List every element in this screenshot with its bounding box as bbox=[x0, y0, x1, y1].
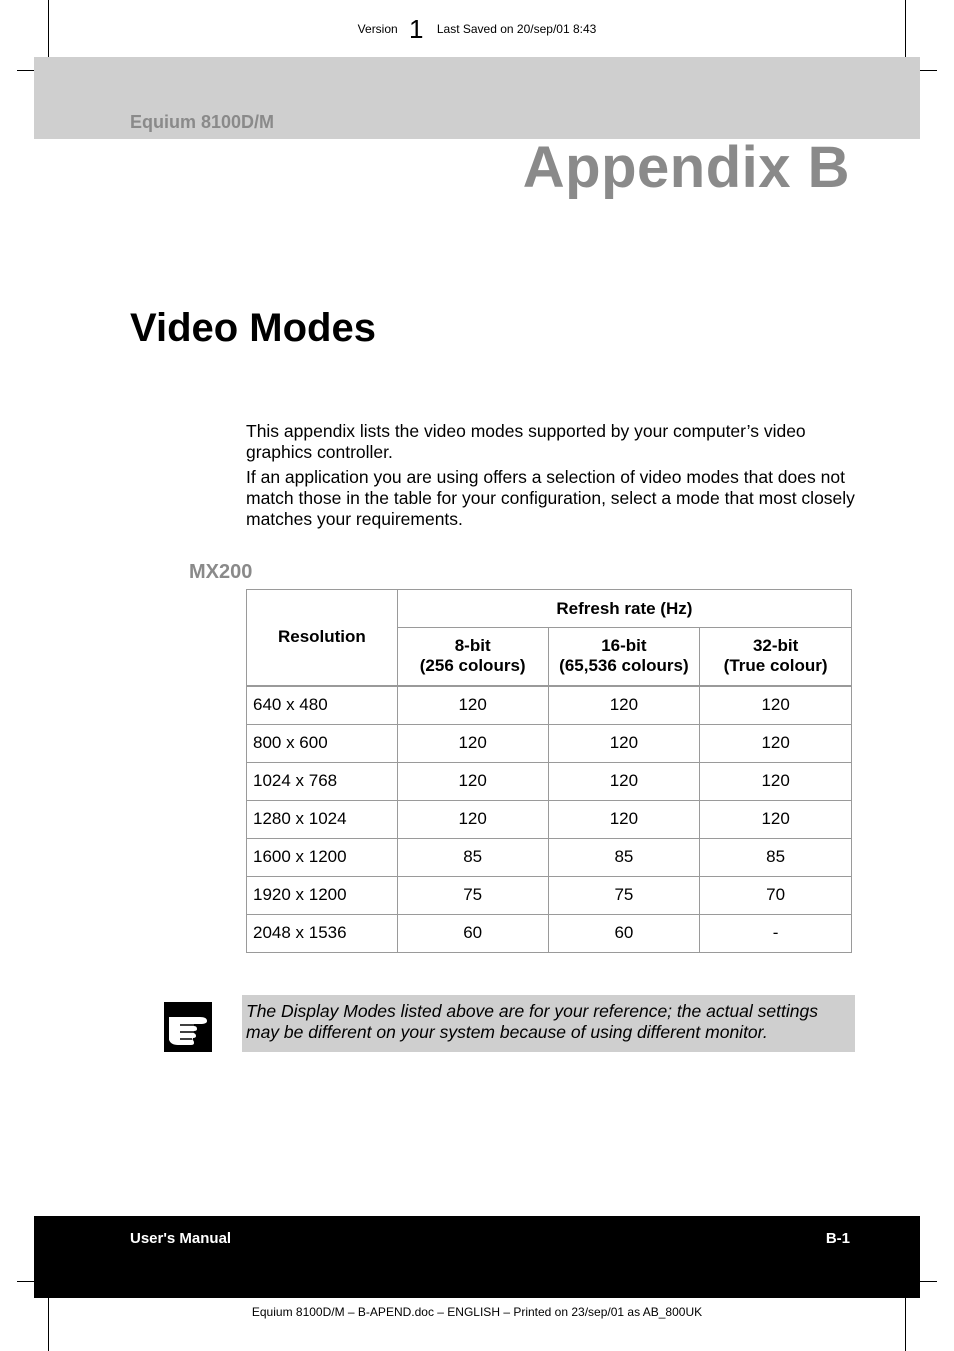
resolution-cell: 640 x 480 bbox=[247, 686, 398, 725]
depth-bits: 16-bit bbox=[601, 636, 647, 656]
depth-colours: (65,536 colours) bbox=[559, 656, 689, 676]
subsection-title: MX200 bbox=[189, 561, 253, 583]
intro-paragraph: This appendix lists the video modes supported by your computer’s video graphics controller. bbox=[246, 421, 806, 462]
rate-cell: 85 bbox=[548, 838, 700, 876]
rate-cell: 120 bbox=[397, 686, 548, 725]
crop-mark bbox=[920, 1281, 937, 1282]
rate-cell: 120 bbox=[548, 686, 700, 725]
table-row bbox=[247, 914, 852, 952]
version-line bbox=[0, 14, 954, 45]
page-number: B-1 bbox=[825, 1230, 850, 1247]
depth-colours: (256 colours) bbox=[419, 656, 526, 676]
rate-cell: 120 bbox=[700, 762, 852, 800]
rate-cell: 70 bbox=[700, 876, 852, 914]
depth-bits: 8-bit bbox=[454, 636, 491, 656]
resolution-header: Resolution bbox=[247, 590, 398, 686]
table-row bbox=[247, 762, 852, 800]
resolution-cell: 1280 x 1024 bbox=[247, 800, 398, 838]
depth-bits: 32-bit bbox=[752, 636, 799, 656]
depth-colours: (True colour) bbox=[723, 656, 828, 676]
resolution-cell: 1024 x 768 bbox=[247, 762, 398, 800]
note-text: The Display Modes listed above are for your reference; the actual settings may be different on your system because of using different monitor. bbox=[246, 1001, 818, 1042]
rate-cell: 75 bbox=[548, 876, 700, 914]
version-label: Version bbox=[357, 22, 398, 36]
refresh-rate-header: Refresh rate (Hz) bbox=[397, 590, 851, 628]
rate-cell: 120 bbox=[548, 800, 700, 838]
table-row bbox=[247, 800, 852, 838]
resolution-cell: 1920 x 1200 bbox=[247, 876, 398, 914]
rate-cell: 120 bbox=[397, 724, 548, 762]
depth-header-8bit bbox=[397, 628, 548, 686]
appendix-title: Appendix B bbox=[522, 135, 850, 200]
rate-cell: 85 bbox=[700, 838, 852, 876]
rate-cell: 120 bbox=[397, 762, 548, 800]
resolution-cell: 800 x 600 bbox=[247, 724, 398, 762]
rate-cell: 85 bbox=[397, 838, 548, 876]
resolution-cell: 1600 x 1200 bbox=[247, 838, 398, 876]
rate-cell: 120 bbox=[548, 724, 700, 762]
depth-header-32bit bbox=[700, 628, 852, 686]
rate-cell: 75 bbox=[397, 876, 548, 914]
footer-band bbox=[34, 1216, 920, 1298]
crop-mark bbox=[17, 1281, 34, 1282]
crop-mark bbox=[920, 70, 937, 71]
footer-manual-label: User's Manual bbox=[130, 1230, 232, 1247]
section-title: Video Modes bbox=[130, 306, 376, 350]
rate-cell: 120 bbox=[700, 800, 852, 838]
rate-cell: 120 bbox=[700, 686, 852, 725]
print-line: Equium 8100D/M – B-APEND.doc – ENGLISH – Printed on 23/sep/01 as AB_800UK bbox=[251, 1305, 703, 1319]
rate-cell: 120 bbox=[397, 800, 548, 838]
rate-cell: 120 bbox=[700, 724, 852, 762]
intro-paragraph: If an application you are using offers a selection of video modes that does not match those in the table for your configuration, select a mode that most closely matches your requirements. bbox=[246, 467, 855, 529]
table-row bbox=[247, 838, 852, 876]
last-saved: Last Saved on 20/sep/01 8:43 bbox=[436, 22, 597, 36]
pointing-hand-icon bbox=[164, 1002, 214, 1052]
table-row bbox=[247, 686, 852, 725]
intro-text bbox=[246, 421, 856, 534]
depth-header-16bit bbox=[548, 628, 700, 686]
table-row bbox=[247, 724, 852, 762]
note-box bbox=[242, 995, 855, 1052]
video-modes-table bbox=[246, 589, 852, 953]
version-number: 1 bbox=[409, 14, 424, 44]
rate-cell: 120 bbox=[548, 762, 700, 800]
rate-cell: 60 bbox=[397, 914, 548, 952]
product-name: Equium 8100D/M bbox=[130, 112, 275, 132]
rate-cell: 60 bbox=[548, 914, 700, 952]
crop-mark bbox=[17, 70, 34, 71]
table-row bbox=[247, 876, 852, 914]
resolution-cell: 2048 x 1536 bbox=[247, 914, 398, 952]
rate-cell: - bbox=[700, 914, 852, 952]
